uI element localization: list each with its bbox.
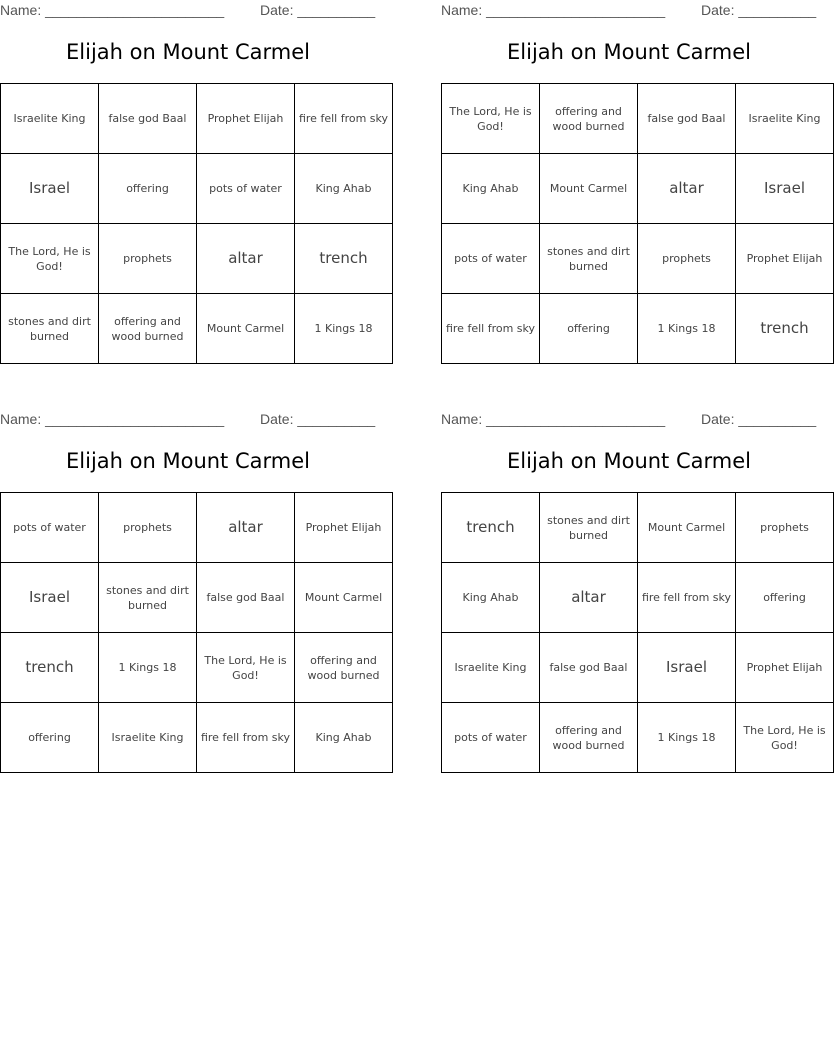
bingo-cell-israelite-king: Israelite King [736, 84, 834, 154]
bingo-cell-fire-fell-from-sky: fire fell from sky [638, 563, 736, 633]
bingo-cell-pots-of-water: pots of water [442, 224, 540, 294]
bingo-cell-the-lord-he-is-god: The Lord, He is God! [197, 633, 295, 703]
bingo-grid [441, 83, 834, 364]
bingo-cell-altar: altar [540, 563, 638, 633]
bingo-cell-pots-of-water: pots of water [197, 154, 295, 224]
date-label: Date: __________ [260, 411, 376, 427]
bingo-cell-offering: offering [99, 154, 197, 224]
name-label: Name: _______________________ [0, 411, 225, 427]
bingo-cell-israelite-king: Israelite King [99, 703, 197, 773]
bingo-cell-prophet-elijah: Prophet Elijah [197, 84, 295, 154]
bingo-grid [0, 492, 393, 773]
date-label: Date: __________ [701, 411, 817, 427]
bingo-cell-pots-of-water: pots of water [442, 703, 540, 773]
bingo-row [442, 154, 834, 224]
bingo-cell-fire-fell-from-sky: fire fell from sky [295, 84, 393, 154]
bingo-cell-mount-carmel: Mount Carmel [197, 294, 295, 364]
bingo-cell-israel: Israel [638, 633, 736, 703]
bingo-cell-1-kings-18: 1 Kings 18 [638, 703, 736, 773]
bingo-cell-the-lord-he-is-god: The Lord, He is God! [1, 224, 99, 294]
bingo-cell-israelite-king: Israelite King [442, 633, 540, 703]
bingo-cell-false-god-baal: false god Baal [197, 563, 295, 633]
bingo-cell-fire-fell-from-sky: fire fell from sky [197, 703, 295, 773]
bingo-cell-offering: offering [736, 563, 834, 633]
bingo-cell-1-kings-18: 1 Kings 18 [99, 633, 197, 703]
bingo-cell-offering: offering [540, 294, 638, 364]
bingo-row [442, 633, 834, 703]
card-title: Elijah on Mount Carmel [507, 40, 751, 64]
bingo-row [442, 84, 834, 154]
bingo-cell-israel: Israel [736, 154, 834, 224]
bingo-cell-mount-carmel: Mount Carmel [295, 563, 393, 633]
bingo-cell-israelite-king: Israelite King [1, 84, 99, 154]
bingo-cell-mount-carmel: Mount Carmel [638, 493, 736, 563]
bingo-cell-prophet-elijah: Prophet Elijah [736, 224, 834, 294]
bingo-cell-pots-of-water: pots of water [1, 493, 99, 563]
bingo-cell-stones-and-dirt-burned: stones and dirt burned [1, 294, 99, 364]
bingo-card [441, 0, 823, 364]
bingo-cell-king-ahab: King Ahab [442, 563, 540, 633]
bingo-cell-king-ahab: King Ahab [442, 154, 540, 224]
name-label: Name: _______________________ [441, 411, 666, 427]
bingo-cell-offering-and-wood-burned: offering and wood burned [540, 703, 638, 773]
bingo-cell-stones-and-dirt-burned: stones and dirt burned [540, 493, 638, 563]
bingo-cell-altar: altar [197, 493, 295, 563]
bingo-cell-altar: altar [638, 154, 736, 224]
bingo-card [441, 409, 826, 773]
bingo-card [0, 0, 389, 364]
bingo-cell-king-ahab: King Ahab [295, 703, 393, 773]
bingo-cell-prophet-elijah: Prophet Elijah [295, 493, 393, 563]
name-date-line [441, 411, 817, 431]
bingo-cell-1-kings-18: 1 Kings 18 [638, 294, 736, 364]
bingo-cell-trench: trench [442, 493, 540, 563]
bingo-row [442, 294, 834, 364]
bingo-cell-prophets: prophets [638, 224, 736, 294]
bingo-cell-offering-and-wood-burned: offering and wood burned [540, 84, 638, 154]
bingo-row [1, 563, 393, 633]
bingo-row [442, 703, 834, 773]
bingo-cell-1-kings-18: 1 Kings 18 [295, 294, 393, 364]
bingo-cell-trench: trench [1, 633, 99, 703]
bingo-cell-offering-and-wood-burned: offering and wood burned [295, 633, 393, 703]
bingo-cell-false-god-baal: false god Baal [540, 633, 638, 703]
bingo-grid [441, 492, 834, 773]
bingo-cell-stones-and-dirt-burned: stones and dirt burned [540, 224, 638, 294]
name-date-line [441, 2, 817, 22]
bingo-cell-israel: Israel [1, 563, 99, 633]
bingo-row [1, 84, 393, 154]
bingo-cell-the-lord-he-is-god: The Lord, He is God! [442, 84, 540, 154]
bingo-row [1, 633, 393, 703]
bingo-cell-prophets: prophets [736, 493, 834, 563]
bingo-cell-king-ahab: King Ahab [295, 154, 393, 224]
card-title: Elijah on Mount Carmel [66, 449, 310, 473]
bingo-cell-offering-and-wood-burned: offering and wood burned [99, 294, 197, 364]
bingo-cell-fire-fell-from-sky: fire fell from sky [442, 294, 540, 364]
bingo-row [442, 563, 834, 633]
bingo-cell-prophets: prophets [99, 224, 197, 294]
name-label: Name: _______________________ [441, 2, 666, 18]
bingo-cell-the-lord-he-is-god: The Lord, He is God! [736, 703, 834, 773]
date-label: Date: __________ [260, 2, 376, 18]
bingo-row [442, 224, 834, 294]
bingo-cell-false-god-baal: false god Baal [638, 84, 736, 154]
bingo-cell-false-god-baal: false god Baal [99, 84, 197, 154]
bingo-row [442, 493, 834, 563]
bingo-cell-stones-and-dirt-burned: stones and dirt burned [99, 563, 197, 633]
bingo-row [1, 224, 393, 294]
card-title: Elijah on Mount Carmel [507, 449, 751, 473]
bingo-cell-offering: offering [1, 703, 99, 773]
bingo-cell-trench: trench [295, 224, 393, 294]
bingo-row [1, 294, 393, 364]
bingo-cell-israel: Israel [1, 154, 99, 224]
bingo-grid [0, 83, 393, 364]
bingo-card [0, 409, 383, 773]
bingo-cell-mount-carmel: Mount Carmel [540, 154, 638, 224]
bingo-row [1, 703, 393, 773]
date-label: Date: __________ [701, 2, 817, 18]
card-title: Elijah on Mount Carmel [66, 40, 310, 64]
bingo-cell-altar: altar [197, 224, 295, 294]
bingo-cell-trench: trench [736, 294, 834, 364]
bingo-row [1, 493, 393, 563]
bingo-row [1, 154, 393, 224]
name-date-line [0, 2, 376, 22]
name-label: Name: _______________________ [0, 2, 225, 18]
bingo-cell-prophets: prophets [99, 493, 197, 563]
bingo-cell-prophet-elijah: Prophet Elijah [736, 633, 834, 703]
name-date-line [0, 411, 376, 431]
